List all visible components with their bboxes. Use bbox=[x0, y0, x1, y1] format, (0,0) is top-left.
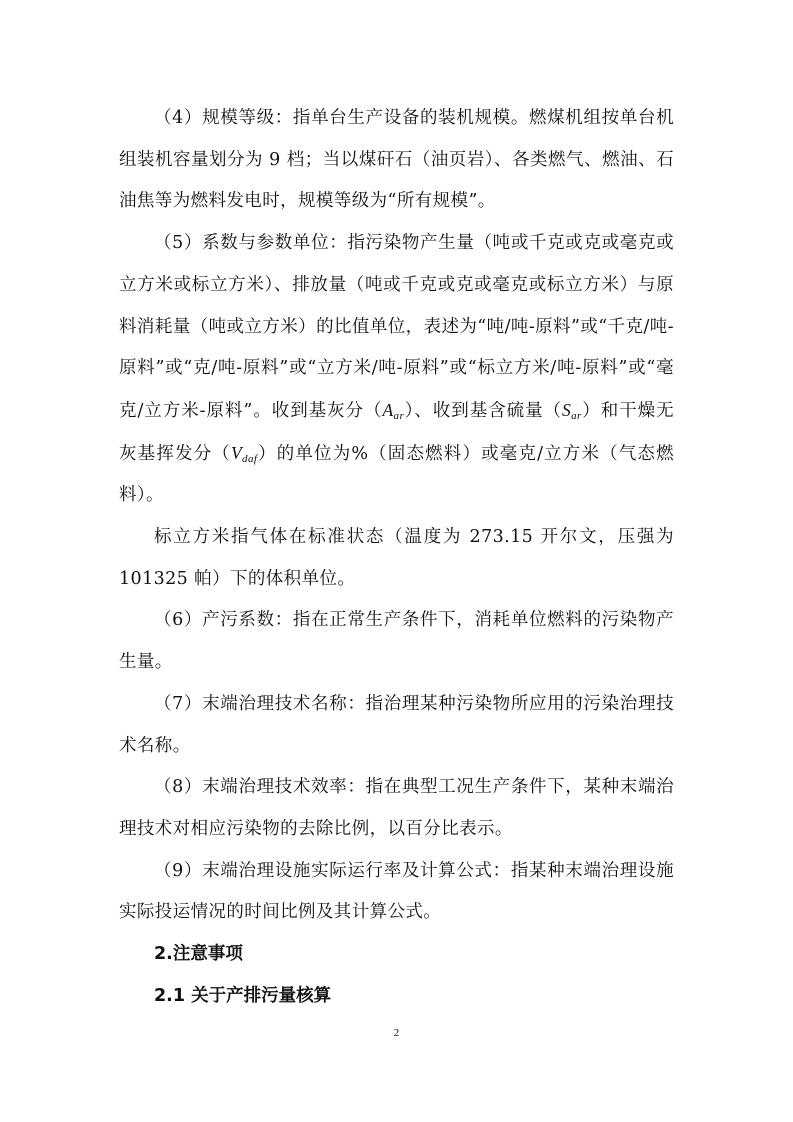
symbol-vdaf bbox=[231, 443, 257, 463]
text-segment: ）、收到基含硫量（ bbox=[404, 400, 562, 421]
text-segment: （5）系数与参数单位：指污染物产生量（吨或千克或克或毫克或立方米或标立方米）、排放量（吨或千克或克或毫克或标立方米）与原料消耗量（吨或立方米）的比值单位，表述为“吨/吨-原料”或“千克/吨-原料”或“克/吨-原料”或“立方米/吨-原料”或“标立方米/吨-原料”或“毫克/立方米-原料”。收到基灰分（ bbox=[119, 233, 674, 421]
paragraph-treatment-efficiency: （8）末端治理技术效率：指在典型工况生产条件下，某种末端治理技术对相应污染物的去除比例，以百分比表示。 bbox=[119, 777, 674, 839]
paragraph-operation-rate: （9）末端治理设施实际运行率及计算公式：指某种末端治理设施实际投运情况的时间比例及其计算公式。 bbox=[119, 860, 674, 923]
section-heading-notes: 2.注意事项 bbox=[154, 944, 243, 965]
symbol-letter: A bbox=[382, 399, 394, 420]
page-number: 2 bbox=[393, 1027, 400, 1039]
symbol-letter: S bbox=[562, 399, 572, 420]
symbol-subscript: ar bbox=[571, 409, 582, 422]
paragraph-scale-level: （4）规模等级：指单台生产设备的装机规模。燃煤机组按单台机组装机容量划分为 9 档；当以煤矸石（油页岩）、各类燃气、燃油、石油焦等为燃料发电时，规模等级为“所有规模”。 bbox=[119, 108, 674, 212]
text-segment: ）和干燥无灰基挥发分（ bbox=[119, 400, 674, 464]
symbol-letter: V bbox=[230, 442, 243, 463]
text-segment: ）的单位为%（固态燃料）或毫克/立方米（气态燃料）。 bbox=[119, 443, 674, 506]
paragraph-treatment-technology-name: （7）末端治理技术名称：指治理某种污染物所应用的污染治理技术名称。 bbox=[119, 693, 674, 756]
paragraph-standard-cubic-meter: 标立方米指气体在标准状态（温度为 273.15 开尔文，压强为 101325 帕）下的体积单位。 bbox=[119, 527, 674, 589]
symbol-aar bbox=[382, 400, 404, 420]
symbol-subscript: daf bbox=[242, 452, 258, 465]
symbol-sar bbox=[562, 400, 582, 420]
subsection-heading-emission-accounting: 2.1 关于产排污量核算 bbox=[154, 985, 332, 1006]
paragraph-coefficient-units bbox=[119, 223, 674, 517]
document-body bbox=[119, 98, 674, 1017]
symbol-subscript: ar bbox=[393, 409, 405, 422]
paragraph-emission-factor: （6）产污系数：指在正常生产条件下，消耗单位燃料的污染物产生量。 bbox=[119, 610, 674, 673]
